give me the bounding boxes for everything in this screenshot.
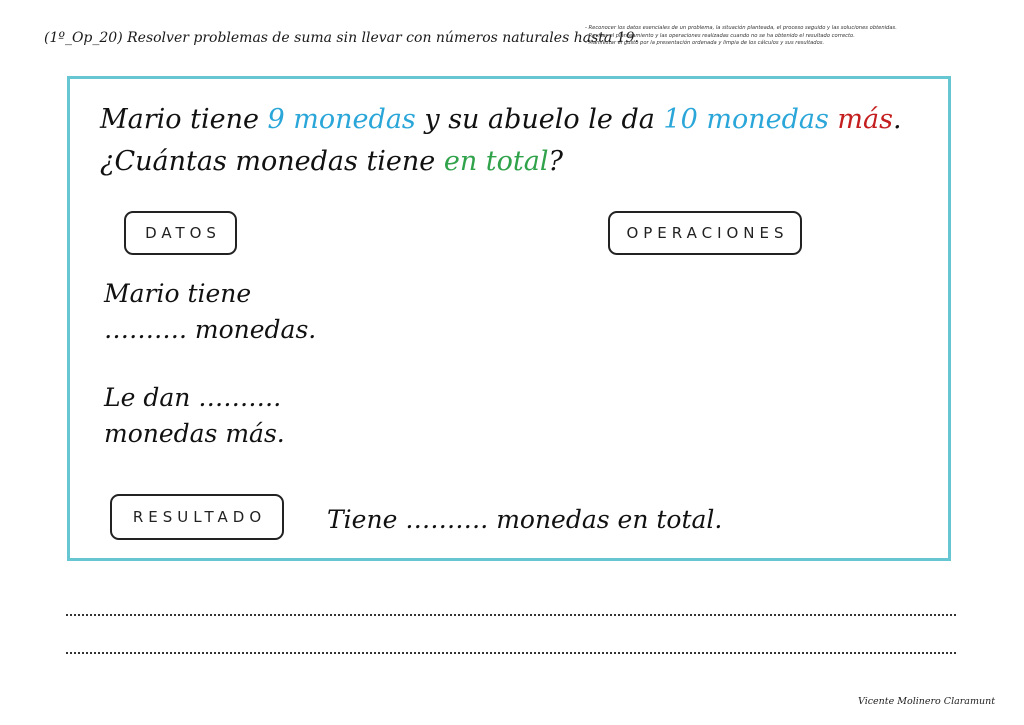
highlight-second-amount: 10 monedas [663, 104, 829, 135]
datos-blank: Le dan ………. [104, 383, 282, 412]
datos-blank: ………. monedas. [104, 315, 317, 344]
objective-item: - Revisar el planteamiento y las operaciones realizadas cuando no se ha obtenido el resultado correcto. [585, 32, 855, 39]
question-text: . ¿Cuántas monedas tiene [100, 104, 902, 177]
question-text: ? [548, 146, 563, 177]
answer-line [66, 652, 956, 654]
question-text: y su abuelo le da [415, 104, 664, 135]
datos-text: monedas más. [104, 419, 285, 448]
highlight-total: en total [443, 146, 549, 177]
resultado-label: RESULTADO [110, 494, 284, 540]
highlight-more: más [837, 104, 893, 135]
datos-item-second [104, 380, 285, 452]
worksheet-title: (1º_Op_20) Resolver problemas de suma sin llevar con números naturales hasta 19. [44, 30, 639, 46]
operaciones-label: OPERACIONES [608, 211, 802, 255]
datos-item-first [104, 276, 316, 348]
objective-item: - Manifestar el gusto por la presentación ordenada y limpia de los cálculos y sus resultados. [585, 40, 825, 47]
datos-text: Mario tiene [104, 279, 252, 308]
datos-label: DATOS [124, 211, 237, 255]
objective-item: - Reconocer los datos esenciales de un problema, la situación planteada, el proceso seguido y las soluciones obtenidas. [585, 25, 897, 31]
objectives-list [585, 25, 1005, 48]
resultado-sentence: Tiene ………. monedas en total. [327, 505, 723, 534]
answer-line [66, 614, 956, 616]
author-credit: Vicente Molinero Claramunt [858, 696, 996, 707]
highlight-first-amount: 9 monedas [267, 104, 416, 135]
question-text: Mario tiene [100, 104, 268, 135]
problem-statement [100, 99, 930, 183]
